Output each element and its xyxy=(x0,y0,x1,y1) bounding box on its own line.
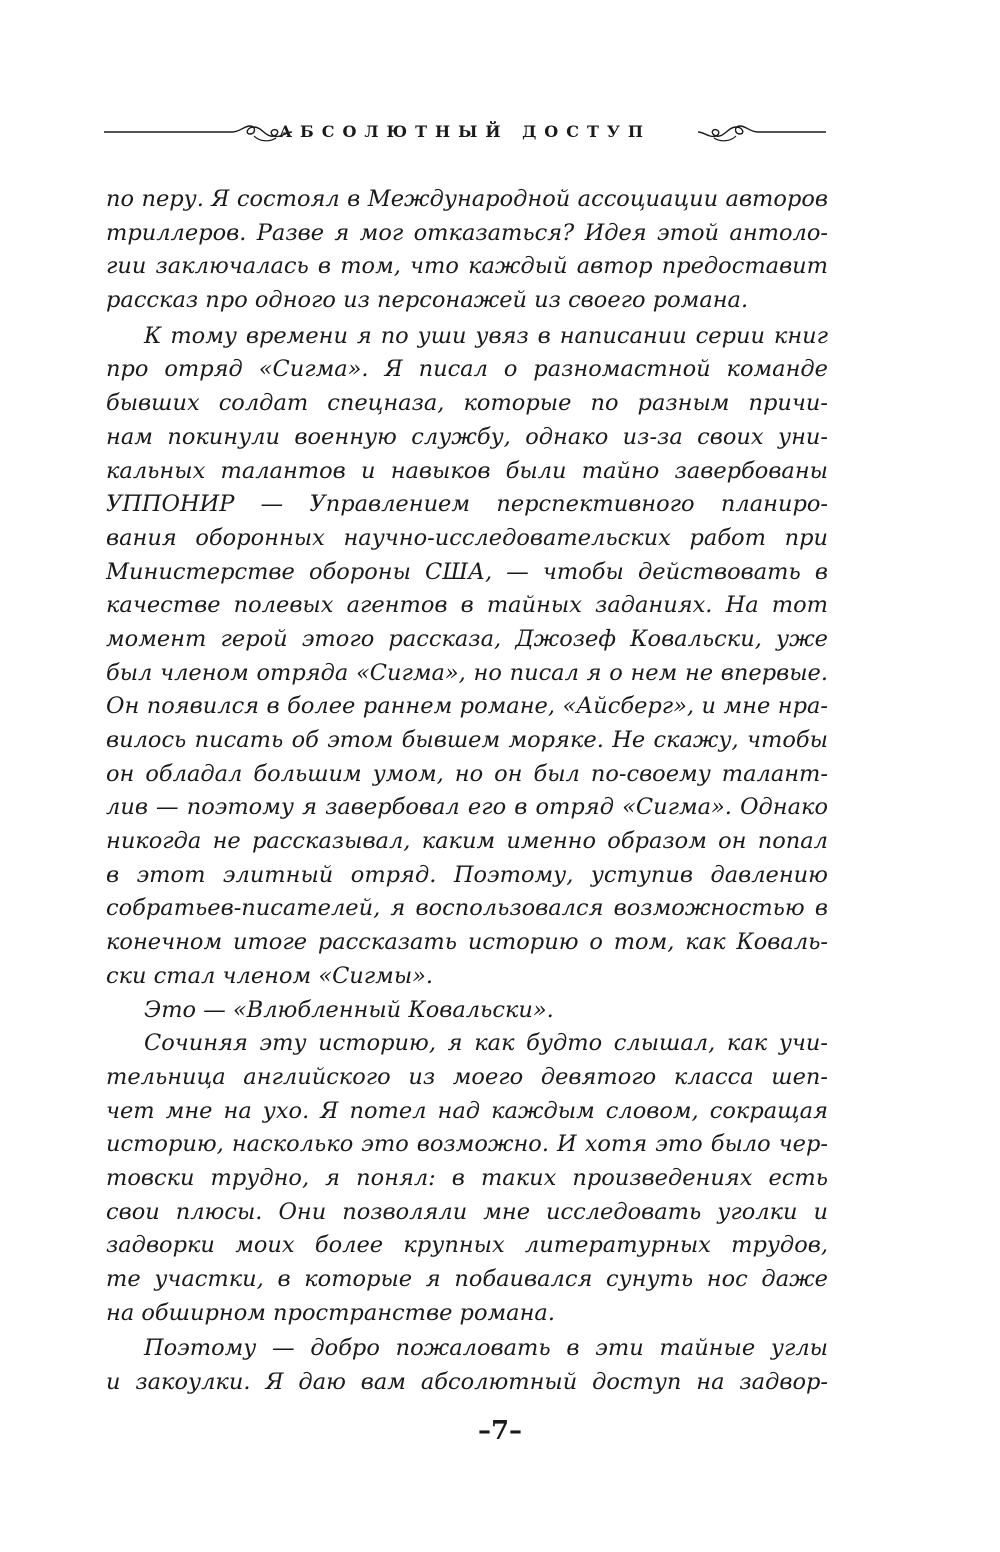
text-line: задворки моих более крупных литературных трудов, xyxy=(106,1232,828,1259)
text-line: тельница английского из моего девятого класса шеп- xyxy=(106,1063,828,1090)
text-line: Министерстве обороны США, — чтобы действовать в xyxy=(106,558,828,585)
text-line: кальных талантов и навыков были тайно завербованы xyxy=(106,457,828,484)
text-line: конечном итоге рассказать историю о том, как Коваль- xyxy=(106,929,828,956)
running-title: АБСОЛЮТНЫЙ ДОСТУП xyxy=(279,122,651,141)
text-line: вания оборонных научно-исследовательских работ при xyxy=(106,524,828,551)
body-text xyxy=(106,183,828,1400)
text-line: товски трудно, я понял: в таких произведениях есть xyxy=(106,1164,828,1191)
text-line: Он появился в более раннем романе, «Айсберг», и мне нра- xyxy=(106,693,828,720)
text-line: Поэтому — добро пожаловать в эти тайные углы xyxy=(144,1335,828,1362)
text-line: никогда не рассказывал, каким именно образом он попал xyxy=(106,828,828,855)
text-line: те участки, в которые я побаивался сунуть нос даже xyxy=(106,1266,828,1292)
text-line: на обширном пространстве романа. xyxy=(106,1299,555,1326)
text-line: качестве полевых агентов в тайных заданиях. На тот xyxy=(106,592,828,619)
page-number: –7– xyxy=(477,1416,523,1446)
text-line: момент герой этого рассказа, Джозеф Ковальски, уже xyxy=(106,625,828,652)
text-line: собратьев-писателей, я воспользовался возможностью в xyxy=(106,895,828,922)
text-line: рассказ про одного из персонажей из своего романа. xyxy=(106,287,749,314)
text-line: Сочиняя эту историю, я как будто слышал, как учи- xyxy=(144,1030,828,1057)
text-line: по перу. Я состоял в Международной ассоциации авторов xyxy=(106,186,828,212)
text-line: свои плюсы. Они позволяли мне исследовать уголки и xyxy=(106,1198,828,1225)
text-line: Это — «Влюбленный Ковальски». xyxy=(144,996,554,1023)
text-line: ски стал членом «Сигмы». xyxy=(106,962,434,989)
text-line: он обладал большим умом, но он был по-своему талант- xyxy=(106,760,828,787)
text-line: историю, насколько это возможно. И хотя это было чер- xyxy=(106,1131,828,1158)
text-line: К тому времени я по уши увяз в написании серии книг xyxy=(144,322,828,349)
text-line: бывших солдат спецназа, которые по разным причи- xyxy=(106,390,828,417)
text-line: в этот элитный отряд. Поэтому, уступив давлению xyxy=(106,861,828,888)
text-line: лив — поэтому я завербовал его в отряд «Сигма». Однако xyxy=(106,794,828,821)
text-line: чет мне на ухо. Я потел над каждым словом, сокращая xyxy=(106,1097,828,1124)
text-line: про отряд «Сигма». Я писал о разномастной команде xyxy=(106,356,828,383)
text-line: вилось писать об этом бывшем моряке. Не скажу, чтобы xyxy=(106,727,828,753)
running-head xyxy=(104,112,826,152)
text-line: триллеров. Разве я мог отказаться? Идея этой антоло- xyxy=(106,219,828,246)
text-line: и закоулки. Я даю вам абсолютный доступ на задвор- xyxy=(106,1369,828,1396)
text-line: нам покинули военную службу, однако из-за своих уни- xyxy=(106,423,828,450)
text-line: был членом отряда «Сигма», но писал я о нем не впервые. xyxy=(106,659,828,686)
text-line: УППОНИР — Управлением перспективного планиро- xyxy=(106,491,828,518)
text-line: гии заключалась в том, что каждый автор предоставит xyxy=(106,253,828,280)
